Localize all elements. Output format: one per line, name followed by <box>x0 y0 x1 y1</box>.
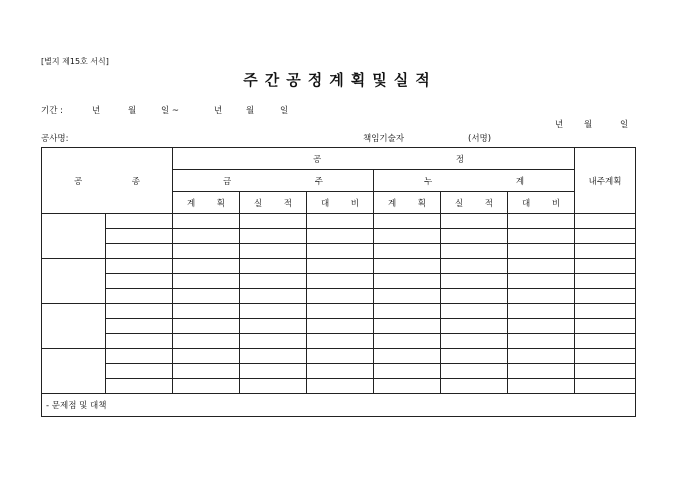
cumulative-plan-header: 계 획 <box>374 192 441 214</box>
table-row <box>42 304 636 319</box>
signature-label: (서명) <box>468 134 492 144</box>
this-week-plan-header: 계 획 <box>173 192 240 214</box>
work-type-cell[interactable] <box>42 304 106 349</box>
this-week-actual-header: 실 적 <box>240 192 307 214</box>
page-title: 주간공정계획및실적 <box>243 71 437 89</box>
cumulative-actual-header: 실 적 <box>441 192 508 214</box>
cumulative-header: 누 계 <box>374 170 575 192</box>
date-month: 월 <box>584 120 593 130</box>
this-week-ratio-header: 대 비 <box>307 192 374 214</box>
next-week-plan-header: 내주계획 <box>575 148 636 214</box>
work-type-cell[interactable] <box>42 259 106 304</box>
table-row <box>42 379 636 394</box>
work-type-cell[interactable] <box>42 349 106 394</box>
table-row <box>42 319 636 334</box>
cumulative-ratio-header: 대 비 <box>508 192 575 214</box>
site-name-label: 공사명: <box>41 134 69 144</box>
engineer-label: 책임기술자 <box>363 134 405 144</box>
table-row <box>42 274 636 289</box>
table-row <box>42 289 636 304</box>
period-start-month: 월 <box>128 106 137 116</box>
table-row <box>42 214 636 229</box>
period-label: 기간 : <box>41 106 63 116</box>
notes-cell[interactable] <box>42 394 636 417</box>
date-year: 년 <box>555 120 564 130</box>
period-start-year: 년 <box>92 106 101 116</box>
period-end-year: 년 <box>214 106 223 116</box>
form-number: [별지 제15호 서식] <box>41 57 109 66</box>
schedule-table <box>41 147 636 417</box>
date-day: 일 <box>620 120 629 130</box>
work-type-cell[interactable] <box>42 214 106 259</box>
this-week-header: 금 주 <box>173 170 374 192</box>
table-row <box>42 229 636 244</box>
table-row <box>42 244 636 259</box>
work-type-header: 공 종 <box>42 148 173 214</box>
period-end-day: 일 <box>280 106 289 116</box>
period-start-day: 일 ~ <box>161 106 180 116</box>
table-row <box>42 259 636 274</box>
table-row <box>42 364 636 379</box>
table-row <box>42 334 636 349</box>
period-end-month: 월 <box>246 106 255 116</box>
notes-label: - 문제점 및 대책 <box>46 401 107 411</box>
progress-header: 공 정 <box>173 148 575 170</box>
table-row <box>42 349 636 364</box>
